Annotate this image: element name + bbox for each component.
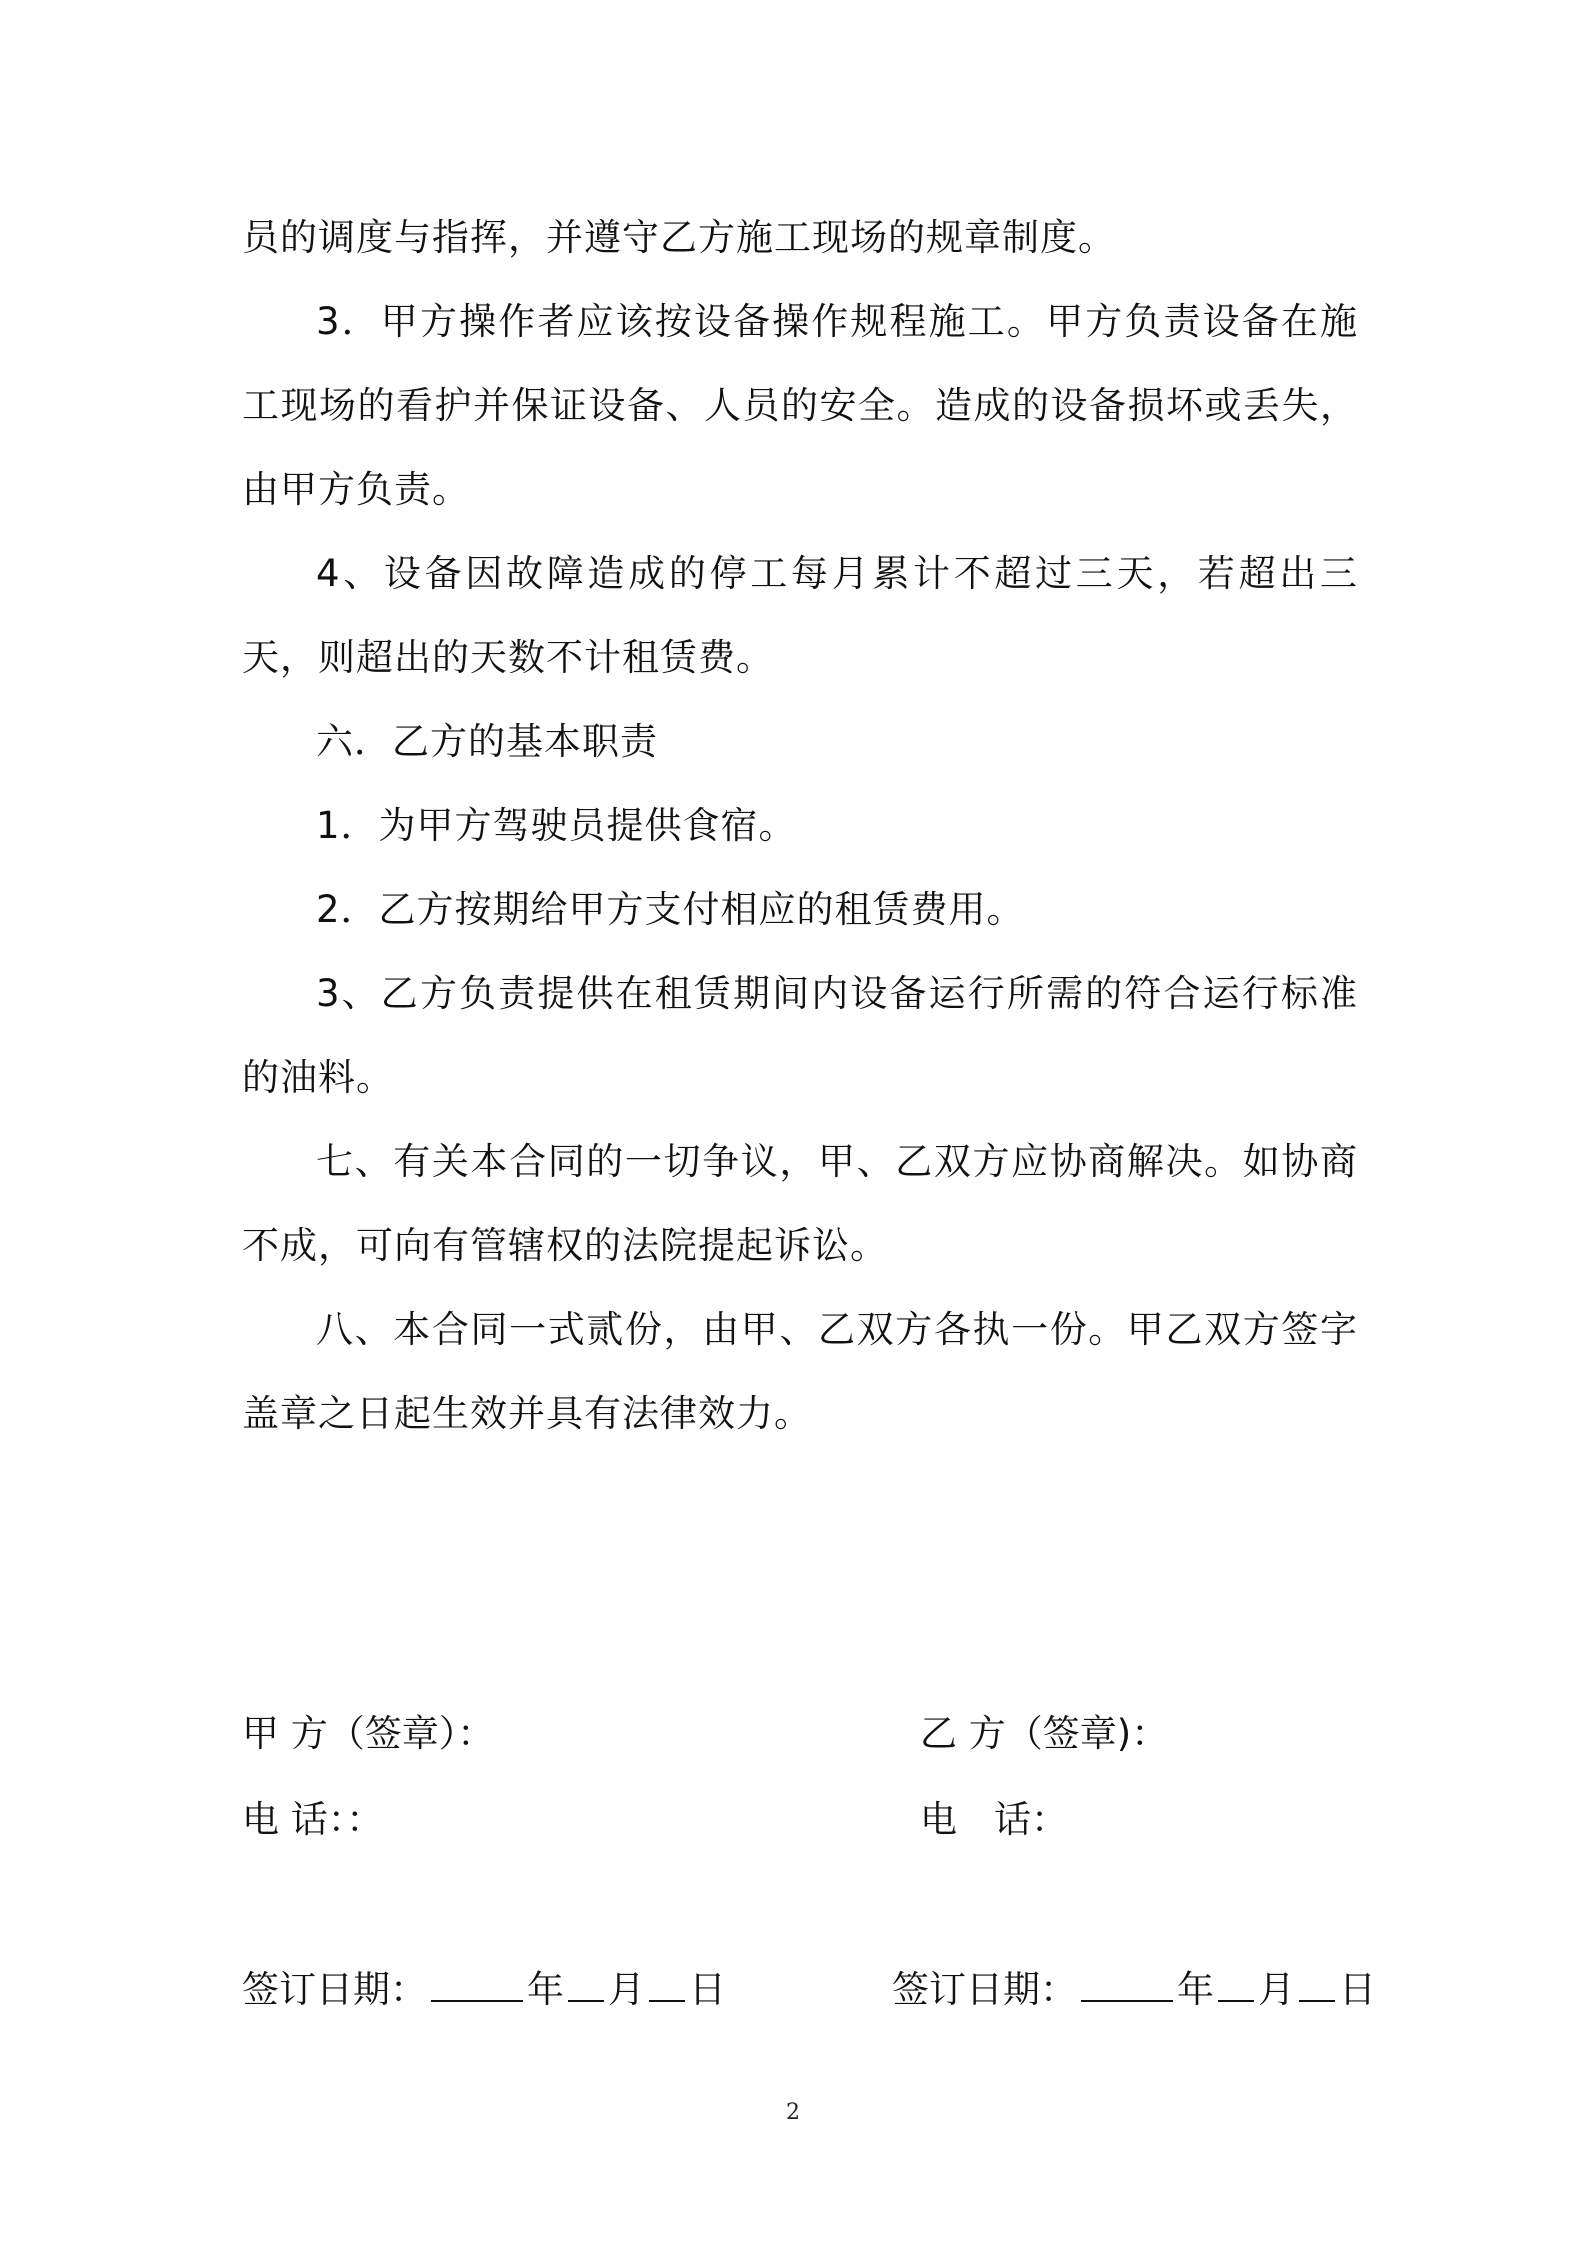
month-char: 月 — [608, 1968, 645, 2011]
paragraph-duty-3: 3、乙方负责提供在租赁期间内设备运行所需的符合运行标准的油料。 — [242, 972, 1358, 1099]
party-a-phone-label: 电 话：： — [242, 1798, 384, 1841]
day-blank — [1299, 1966, 1335, 2002]
year-blank — [1081, 1966, 1173, 2002]
day-char: 日 — [689, 1968, 726, 2011]
paragraph-clause-3-operator: 3．甲方操作者应该按设备操作规程施工。甲方负责设备在施工现场的看护并保证设备、人员的安全。造成的设备损坏或丢失，由甲方负责。 — [242, 300, 1358, 511]
signing-date-label: 签订日期： — [892, 1968, 1077, 2011]
month-char: 月 — [1258, 1968, 1295, 2011]
paragraph-duty-2: 2．乙方按期给甲方支付相应的租赁费用。 — [316, 888, 1025, 931]
party-a-signature-label: 甲 方（签章）： — [242, 1712, 495, 1755]
section-heading-party-b-duties: 六．乙方的基本职责 — [316, 720, 658, 763]
month-blank — [568, 1966, 604, 2002]
page-number: 2 — [786, 2100, 800, 2125]
paragraph-clause-4-downtime: 4、设备因故障造成的停工每月累计不超过三天，若超出三天，则超出的天数不计租赁费。 — [242, 552, 1358, 679]
month-blank — [1218, 1966, 1254, 2002]
paragraph-section-8-copies: 八、本合同一式贰份，由甲、乙双方各执一份。甲乙双方签字盖章之日起生效并具有法律效力。 — [242, 1308, 1358, 1435]
party-b-phone-label: 电 话： — [920, 1798, 1068, 1841]
contract-body — [242, 196, 1358, 1456]
party-a-signing-date — [242, 1966, 726, 2012]
day-blank — [649, 1966, 685, 2002]
day-char: 日 — [1339, 1968, 1376, 2011]
party-b-signature-label: 乙 方（签章)： — [920, 1712, 1169, 1755]
year-char: 年 — [527, 1968, 564, 2011]
signing-date-label: 签订日期： — [242, 1968, 427, 2011]
party-b-signing-date — [892, 1966, 1376, 2012]
year-char: 年 — [1177, 1968, 1214, 2011]
paragraph-continuation: 员的调度与指挥，并遵守乙方施工现场的规章制度。 — [242, 216, 1116, 259]
paragraph-section-7-disputes: 七、有关本合同的一切争议，甲、乙双方应协商解决。如协商不成，可向有管辖权的法院提起诉讼。 — [242, 1140, 1358, 1267]
year-blank — [431, 1966, 523, 2002]
paragraph-duty-1: 1．为甲方驾驶员提供食宿。 — [316, 804, 797, 847]
